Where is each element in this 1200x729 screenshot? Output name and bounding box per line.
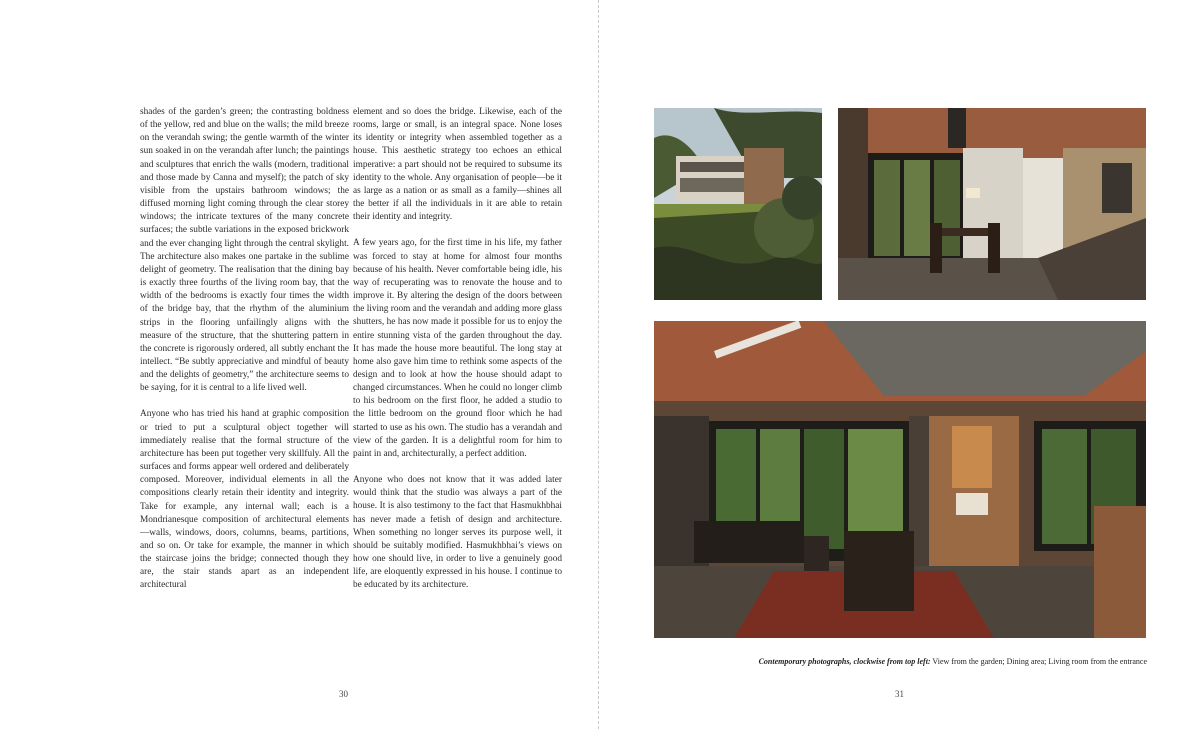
photo-dining-area — [838, 108, 1146, 300]
caption-lead: Contemporary photographs, clockwise from top left: — [758, 657, 931, 666]
photo-living-room — [654, 321, 1146, 638]
paragraph: element and so does the bridge. Likewise, each of the rooms, large or small, is an integral space. None loses its identity or integrity when assembled together as a house. This aesthetic strategy too echoes an ethical imperative: a part should not be required to subsume its identity to the whole. Any organisation of people—be it as large as a nation or as small as a family—shines all the better if all the individuals in it are able to retain their identity and integrity. — [353, 107, 562, 223]
paragraph: A few years ago, for the first time in his life, my father was forced to stay at home for almost four months because of his health. Never comfortable being idle, his way of recuperating was to renovate the house and to improve it. By altering the design of the doors between the living room and the verandah and adding more glass shutters, he has now made it possible for us to enjoy the entire stunning vista of the garden throughout the day. It has made the house more beautiful. The long stay at home also gave him time to rethink some aspects of the design and to look at how the house should adapt to changed circumstances. When he could no longer climb to his bedroom on the first floor, he added a studio to the little bedroom on the ground floor which he had started to use as his own. The studio has a verandah and view of the garden. It is a delightful room for him to paint in and, architecturally, a perfect addition. — [353, 238, 562, 459]
page-number-right: 31 — [895, 689, 904, 699]
paragraph: Anyone who has tried his hand at graphic composition or tried to put a sculptural object together will immediately realise that the formal structure of the architecture has been put together very skillfuly. All the surfaces and forms appear well ordered and deliberately composed. Moreover, individual elements in all the compositions clearly retain their identity and integrity. Take for example, any internal wall; each is a Mondrianesque composition of architectural elements—walls, windows, doors, columns, beams, partitions, and so on. Or take for example, the manner in which the staircase joins the bridge; connected though they are, the stair stands apart as an independent architectural — [140, 409, 349, 591]
photo-caption — [655, 656, 1147, 667]
paragraph: Anyone who does not know that it was added later would think that the studio was always a part of the house. It is also testimony to the fact that Hasmukhbhai has never made a fetish of design and architecture. When something no longer serves its purpose well, it should be suitably modified. Hasmukhbhai’s views on how one should live, in order to live a genuinely good life, are eloquently expressed in his house. I continue to be educated by its architecture. — [353, 475, 562, 591]
paragraph: shades of the garden’s green; the contrasting boldness of the yellow, red and blue on the walls; the mild breeze on the verandah swing; the gentle warmth of the winter sun soaked in on the verandah after lunch; the paintings and sculptures that enrich the walls (modern, traditional and those made by Canna and myself); the patch of sky visible from the upstairs bathroom windows; the diffused morning light coming through the clear storey windows; the intricate textures of the many concrete surfaces; the subtle variations in the exposed brickwork and the ever changing light through the central skylight. The architecture also makes one partake in the sublime delight of geometry. The realisation that the dining bay is exactly three fourths of the living room bay, that the width of the bedrooms is exactly four times the width of the bridge bay, that the rhythm of the aluminium strips in the flooring unfailingly aligns with the measure of the structure, that the shuttering pattern in the concrete is rigorously ordered, all subtly enchant the intellect. “Be subtly appreciative and mindful of beauty and the delights of geometry,” the architecture seems to be saying, for it is central to a life lived well. — [140, 107, 349, 394]
text-column-2 — [353, 106, 562, 605]
photo-garden-view — [654, 108, 822, 300]
caption-text: View from the garden; Dining area; Living room from the entrance — [930, 657, 1147, 666]
text-column-1 — [140, 106, 349, 606]
page-number-left: 30 — [339, 689, 348, 699]
page-gutter — [598, 0, 599, 729]
